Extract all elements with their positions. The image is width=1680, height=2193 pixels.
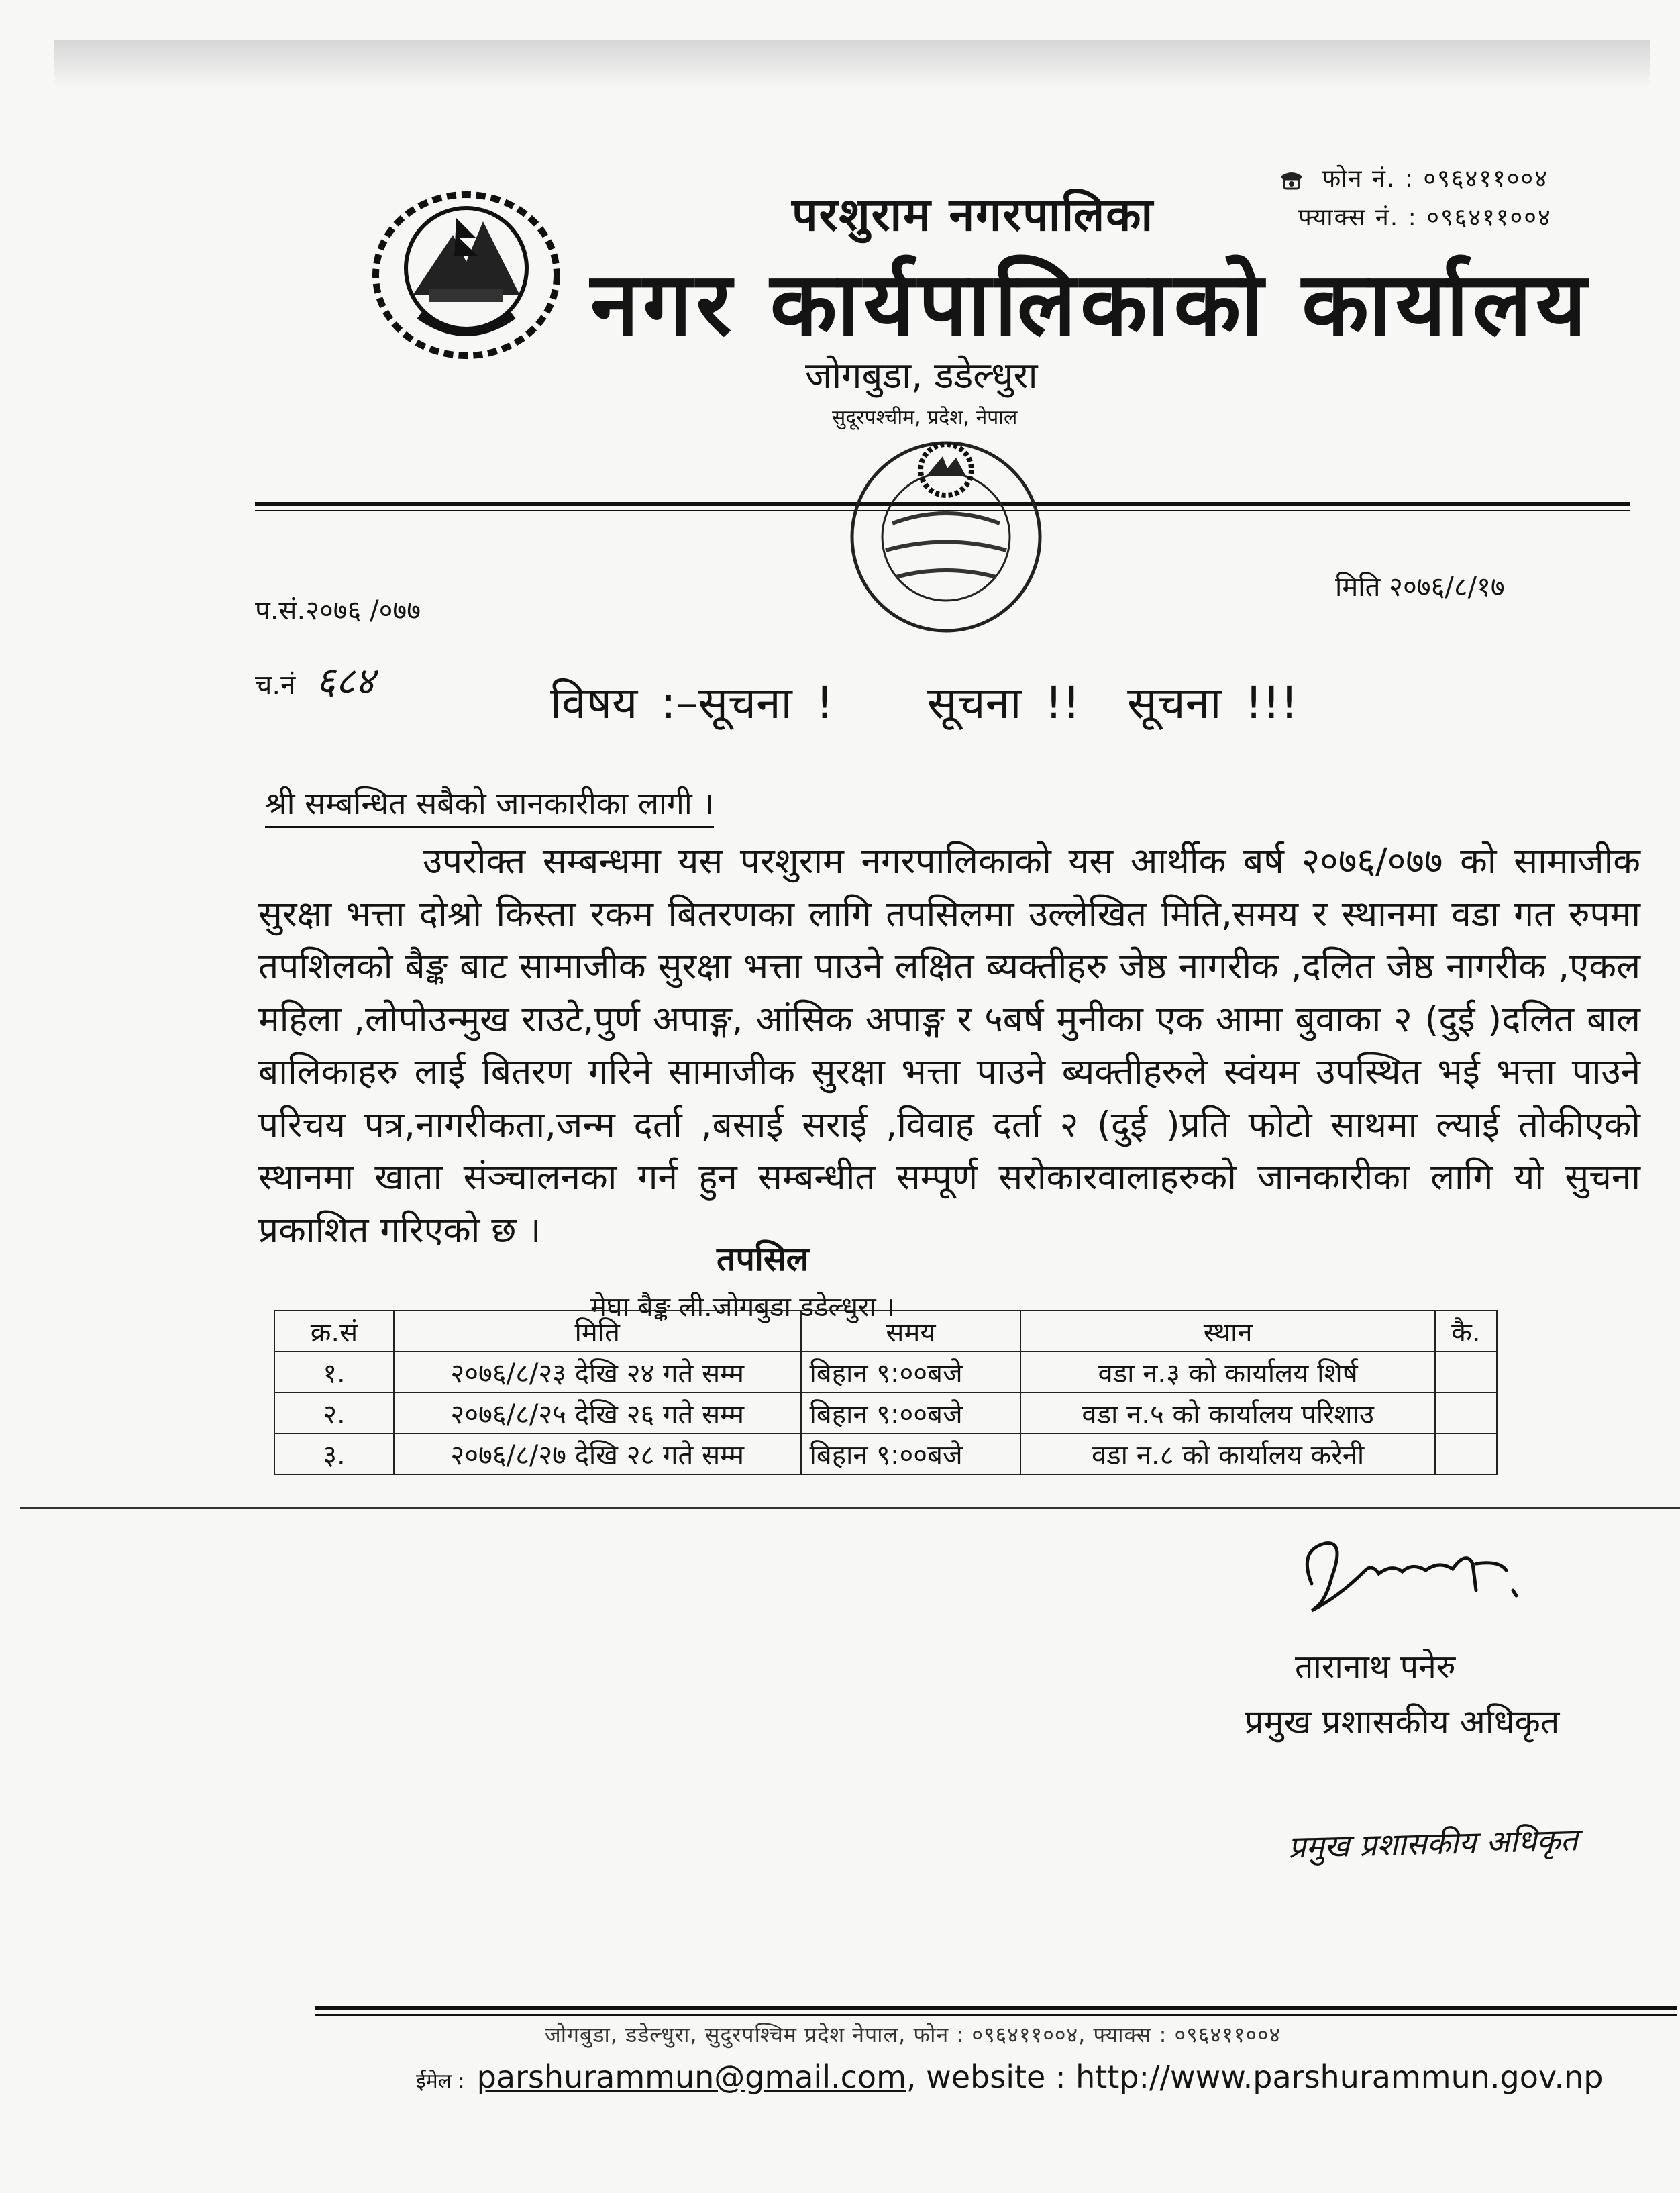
schedule-table bbox=[274, 1310, 1498, 1475]
fax-text: फ्याक्स नं. : ०९६४११००४ bbox=[1298, 204, 1552, 232]
bank-name: मेघा बैङ्क ली.जोगबुडा डडेल्धुरा । bbox=[590, 1292, 895, 1323]
row-place: वडा न.८ को कार्यालय करेनी bbox=[1020, 1433, 1434, 1474]
row-place: वडा न.५ को कार्यालय परिशाउ bbox=[1020, 1392, 1434, 1433]
notice-body-text: उपरोक्त सम्बन्धमा यस परशुराम नगरपालिकाको यस आर्थीक बर्ष २०७६/०७७ को सामाजीक सुरक्षा भत्ता दोश्रो किस्ता रकम बितरणका लागि तपसिलमा उल्लेखित मिति,समय र स्थानमा वडा गत रुपमा तपशिलको बैङ्क बाट सामाजीक सुरक्षा भत्ता पाउने लक्षित ब्यक्तीहरु जेष्ठ नागरीक ,दलित जेष्ठ नागरीक ,एकल महिला ,लोपोउन्मुख राउटे,पुर्ण अपाङ्ग, आंसिक अपाङ्ग र ५बर्ष मुनीका एक आमा बुवाका २ (दुई )दलित बाल बालिकाहरु लाई बितरण गरिने सामाजीक सुरक्षा भत्ता पाउने ब्यक्तीहरुले स्वंयम उपस्थित भई भत्ता पाउने परिचय पत्र,नागरीकता,जन्म दर्ता ,बसाई सराई ,विवाह दर्ता २ (दुई )प्रति फोटो साथमा ल्याई तोकीएको स्थानमा खाता संञ्चालनका गर्न हुन सम्बन्धीत सम्पूर्ण सरोकारवालाहरुको जानकारीका लागि यो सुचना प्रकाशित गरिएको छ । bbox=[258, 841, 1640, 1251]
row-sn: ३. bbox=[274, 1433, 394, 1474]
row-time: बिहान ९:००बजे bbox=[801, 1352, 1021, 1392]
row-date: २०७६/८/२५ देखि २६ गते सम्म bbox=[394, 1392, 801, 1433]
table-row bbox=[274, 1392, 1497, 1433]
signer-name: तारानाथ पनेरु bbox=[1295, 1648, 1456, 1686]
ref-value: २०७६ /०७७ bbox=[305, 595, 421, 626]
reference-number bbox=[255, 591, 421, 627]
row-time: बिहान ९:००बजे bbox=[801, 1392, 1021, 1433]
scan-shadow bbox=[54, 40, 1650, 87]
chalani-value: ६८४ bbox=[316, 660, 375, 703]
subject-line: विषय :–सूचना ! सूचना !! सूचना !!! bbox=[550, 677, 1298, 729]
row-sn: १. bbox=[274, 1352, 394, 1392]
row-remarks bbox=[1435, 1352, 1497, 1392]
row-date: २०७६/८/२७ देखि २८ गते सम्म bbox=[394, 1433, 801, 1474]
row-sn: २. bbox=[274, 1392, 394, 1433]
row-place: वडा न.३ को कार्यालय शिर्ष bbox=[1020, 1352, 1434, 1392]
email-link[interactable]: parshurammun@gmail.com bbox=[476, 2059, 906, 2095]
office-region: सुदूरपश्चीम, प्रदेश, नेपाल bbox=[832, 406, 1018, 429]
office-seal-icon bbox=[832, 423, 1060, 638]
dispatch-number bbox=[255, 654, 374, 705]
chalani-label: च.नं bbox=[255, 670, 296, 701]
col-date: मिति bbox=[394, 1311, 801, 1352]
scan-fold-line bbox=[20, 1507, 1680, 1509]
schedule-heading: तपसिल bbox=[717, 1239, 809, 1278]
table-row bbox=[274, 1352, 1497, 1392]
row-date: २०७६/८/२३ देखि २४ गते सम्म bbox=[394, 1352, 801, 1392]
letter-date bbox=[1335, 567, 1505, 604]
row-remarks bbox=[1435, 1433, 1497, 1474]
office-address: जोगबुडा, डडेल्धुरा bbox=[805, 354, 1038, 397]
footer-contact bbox=[416, 2059, 1603, 2095]
table-row bbox=[274, 1433, 1497, 1474]
signer-title: प्रमुख प्रशासकीय अधिकृत bbox=[1245, 1702, 1560, 1741]
org-name: परशुराम नगरपालिका bbox=[792, 189, 1155, 242]
footer-address: जोगबुडा, डडेल्धुरा, सुदुरपश्चिम प्रदेश नेपाल, फोन : ०९६४११००४, फ्याक्स : ०९६४११००४ bbox=[545, 2022, 1281, 2047]
date-label: मिति bbox=[1335, 572, 1381, 603]
website-label: , website : bbox=[906, 2059, 1066, 2095]
notice-body bbox=[258, 835, 1640, 1257]
col-time: समय bbox=[801, 1311, 1021, 1352]
signature-mark bbox=[1285, 1523, 1567, 1624]
ref-label: प.सं. bbox=[255, 595, 306, 626]
col-sn: क्र.सं bbox=[274, 1311, 394, 1352]
title-stamp: प्रमुख प्रशासकीय अधिकृत bbox=[1288, 1821, 1579, 1866]
col-remarks: कै. bbox=[1435, 1311, 1497, 1352]
phone-line bbox=[1278, 161, 1548, 194]
website-link[interactable]: http://www.parshurammun.gov.np bbox=[1075, 2059, 1604, 2095]
telephone-icon bbox=[1278, 168, 1305, 191]
table-header-row bbox=[274, 1311, 1497, 1352]
addressee: श्री सम्बन्धित सबैको जानकारीका लागी । bbox=[265, 782, 714, 828]
footer-divider-thin bbox=[315, 2014, 1677, 2016]
row-remarks bbox=[1435, 1392, 1497, 1433]
row-time: बिहान ९:००बजे bbox=[801, 1433, 1021, 1474]
footer-divider bbox=[315, 2006, 1677, 2010]
col-place: स्थान bbox=[1020, 1311, 1434, 1352]
office-name: नगर कार्यपालिकाको कार्यालय bbox=[590, 253, 1591, 355]
email-label: ईमेल : bbox=[416, 2070, 465, 2093]
phone-text: फोन नं. : ०९६४११००४ bbox=[1322, 165, 1548, 193]
date-value: २०७६/८/१७ bbox=[1389, 572, 1505, 603]
nepal-emblem-icon bbox=[366, 181, 567, 369]
